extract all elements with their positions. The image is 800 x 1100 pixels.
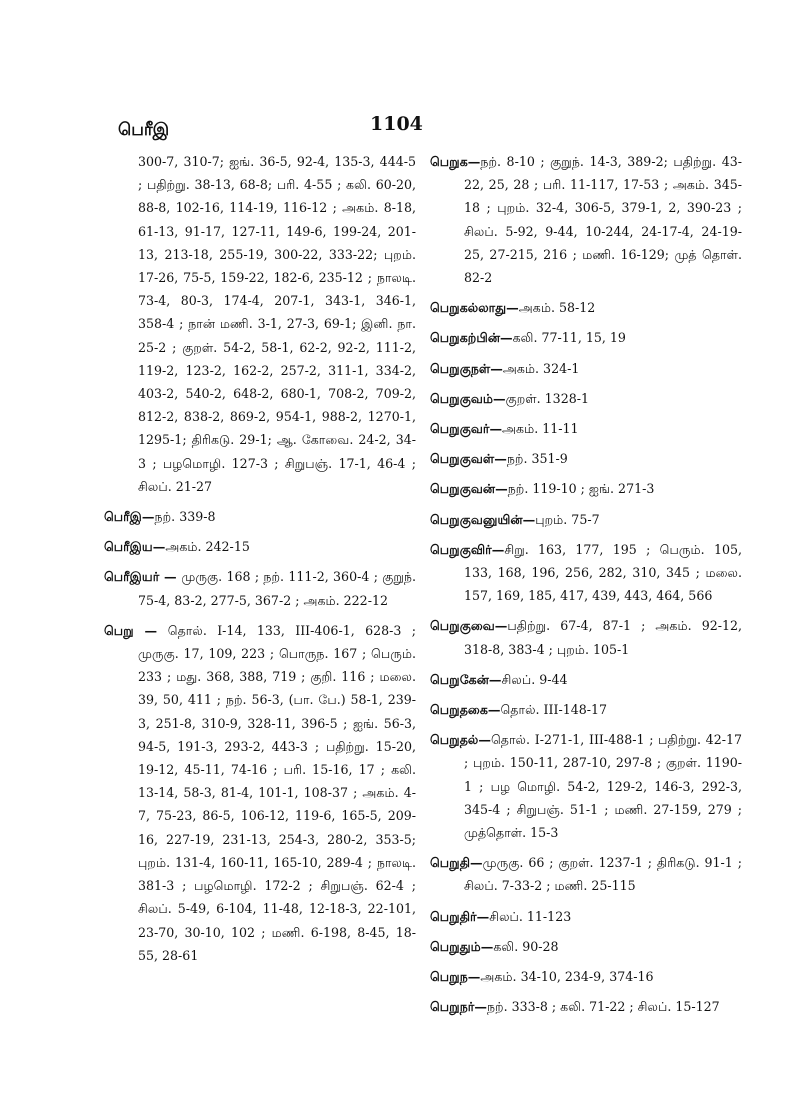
entry-references: நற். 8-10 ; குறுந். 14-3, 389-2; பதிற்று. 43-22, 25, 28 ; பரி. 11-117, 17-53 ; அகம். 345-18 ; புறம். 32-4, 306-5, 379-1, 2, 390-23 ; சிலப். 5-92, 9-44, 10-244, 24-17-4, 24-19-25, 27-215, 216 ; மணி. 16-129; முத் தொள். 82-2	[464, 154, 742, 286]
index-entry	[430, 965, 742, 988]
entry-references: தொல். III-148-17	[500, 702, 608, 718]
index-entry	[430, 614, 742, 660]
entry-references: அகம். 242-15	[165, 539, 250, 555]
entry-headword: பெரீஇயர் —	[104, 569, 182, 585]
index-entry	[430, 905, 742, 928]
entry-references: தொல். I-14, 133, III-406-1, 628-3 ; முருகு. 17, 109, 223 ; பொருந. 167 ; பெரும். 233 ; மது. 368, 388, 719 ; குறி. 116 ; மலை. 39, 50, 411 ; நற். 56-3, (பா. பே.) 58-1, 239-3, 251-8, 310-9, 328-11, 396-5 ; ஐங். 56-3, 94-5, 191-3, 293-2, 443-3 ; பதிற்று. 15-20, 19-12, 45-11, 74-16 ; பரி. 15-16, 17 ; கலி. 13-14, 58-3, 81-4, 101-1, 108-37 ; அகம். 4-7, 75-23, 86-5, 106-12, 119-6, 165-5, 209-16, 227-19, 231-13, 254-3, 280-2, 353-5; புறம். 131-4, 160-11, 165-10, 289-4 ; நாலடி. 381-3 ; பழமொழி. 172-2 ; சிறுபஞ். 62-4 ; சிலப். 5-49, 6-104, 11-48, 12-18-3, 22-101, 23-70, 30-10, 102 ; மணி. 6-198, 8-45, 18-55, 28-61	[138, 622, 416, 963]
entry-references: தொல். I-271-1, III-488-1 ; பதிற்று. 42-17 ; புறம். 150-11, 287-10, 297-8 ; குறள். 1190-1 ; பழ மொழி. 54-2, 129-2, 146-3, 292-3, 345-4 ; சிறுபஞ். 51-1 ; மணி. 27-159, 279 ; முத்தொள். 15-3	[464, 732, 742, 841]
entry-references: அகம். 58-12	[518, 300, 596, 316]
entry-headword: பெறுநர்—	[430, 999, 487, 1015]
entry-references: சிலப். 11-123	[489, 908, 572, 924]
index-entry	[430, 477, 742, 500]
page-number: 1104	[370, 113, 423, 135]
entry-headword: பெறு —	[104, 622, 168, 638]
entry-headword: பெறுகுவனுயின்—	[430, 511, 536, 527]
index-entry	[430, 698, 742, 721]
entry-headword: பெரீஇய—	[104, 539, 166, 555]
entry-headword: பெறுக—	[430, 154, 481, 169]
index-entry	[430, 508, 742, 531]
index-entry	[430, 387, 742, 410]
entry-headword: பெறுகற்பின்—	[430, 330, 513, 346]
entry-headword: பெறுதல்—	[430, 732, 491, 748]
entry-headword: பெறுகுவள்—	[430, 451, 507, 467]
entry-headword: பெறுகுவிர்—	[430, 541, 505, 557]
entry-headword: பெறுதும்—	[430, 938, 494, 954]
entry-references: முருகு. 66 ; குறள். 1237-1 ; திரிகடு. 91-1 ; சிலப். 7-33-2 ; மணி. 25-115	[464, 855, 742, 894]
index-entry	[430, 296, 742, 319]
index-entry	[430, 150, 742, 289]
index-entry	[430, 995, 742, 1018]
index-entry	[430, 326, 742, 349]
index-entry	[430, 851, 742, 897]
entry-headword: பெறுந—	[430, 969, 481, 985]
entry-references: கலி. 90-28	[493, 938, 559, 954]
entry-headword: பெறுகல்லாது—	[430, 300, 519, 316]
index-entry	[430, 668, 742, 691]
index-entry	[430, 447, 742, 470]
entry-references: முருகு. 168 ; நற். 111-2, 360-4 ; குறுந். 75-4, 83-2, 277-5, 367-2 ; அகம். 222-12	[138, 569, 416, 608]
right-column	[430, 150, 742, 1026]
entry-references: அகம். 11-11	[502, 421, 579, 437]
entry-references: நற். 119-10 ; ஐங். 271-3	[507, 481, 655, 497]
entry-headword: பெரீஇ—	[104, 509, 155, 525]
entry-references: அகம். 34-10, 234-9, 374-16	[480, 969, 654, 985]
index-entry	[104, 619, 416, 967]
entry-headword: பெறுகுவர்—	[430, 421, 503, 437]
running-head: பெரீஇ	[118, 120, 170, 140]
index-entry	[104, 535, 416, 558]
entry-references: பதிற்று. 67-4, 87-1 ; அகம். 92-12, 318-8, 383-4 ; புறம். 105-1	[464, 618, 742, 657]
entry-headword: பெறுதிர்—	[430, 908, 490, 924]
entry-references: நற். 351-9	[506, 451, 568, 467]
left-column	[104, 150, 416, 974]
entry-references: சிலப். 9-44	[501, 671, 568, 687]
entry-headword: பெறுதி—	[430, 855, 483, 871]
entry-headword: பெறுகுவன்—	[430, 481, 508, 497]
index-entry	[430, 935, 742, 958]
entry-references: நற். 339-8	[154, 509, 216, 525]
entry-headword: பெறுகுவை—	[430, 618, 508, 634]
index-entry	[430, 417, 742, 440]
index-entry	[430, 357, 742, 380]
entry-references: நற். 333-8 ; கலி. 71-22 ; சிலப். 15-127	[486, 999, 720, 1015]
entry-references: கலி. 77-11, 15, 19	[512, 330, 626, 346]
entry-headword: பெறுகுவம்—	[430, 390, 506, 406]
entry-references: புறம். 75-7	[535, 511, 600, 527]
entry-references: சிறு. 163, 177, 195 ; பெரும். 105, 133, 168, 196, 256, 282, 310, 345 ; மலை. 157, 169, 185, 417, 439, 443, 464, 566	[464, 541, 742, 604]
index-entry	[104, 505, 416, 528]
index-entry	[104, 565, 416, 611]
entry-references: 300-7, 310-7; ஐங். 36-5, 92-4, 135-3, 444-5 ; பதிற்று. 38-13, 68-8; பரி. 4-55 ; கலி. 60-20, 88-8, 102-16, 114-19, 116-12 ; அகம். 8-18, 61-13, 91-17, 127-11, 149-6, 199-24, 201-13, 213-18, 255-19, 300-22, 333-22; புறம். 17-26, 75-5, 159-22, 182-6, 235-12 ; நாலடி. 73-4, 80-3, 174-4, 207-1, 343-1, 346-1, 358-4 ; நான் மணி. 3-1, 27-3, 69-1; இனி. நா. 25-2 ; குறள். 54-2, 58-1, 62-2, 92-2, 111-2, 119-2, 123-2, 162-2, 257-2, 311-1, 334-2, 403-2, 540-2, 648-2, 680-1, 708-2, 709-2, 812-2, 838-2, 869-2, 954-1, 988-2, 1270-1, 1295-1; திரிகடு. 29-1; ஆ. கோவை. 24-2, 34-3 ; பழமொழி. 127-3 ; சிறுபஞ். 17-1, 46-4 ; சிலப். 21-27	[138, 154, 416, 494]
entry-headword: பெறுதகை—	[430, 702, 501, 718]
entry-references: அகம். 324-1	[502, 360, 580, 376]
entry-references: குறள். 1328-1	[505, 390, 589, 406]
index-entry	[430, 728, 742, 844]
entry-headword: பெறுகுநள்—	[430, 360, 503, 376]
index-entry	[104, 150, 416, 498]
index-entry	[430, 538, 742, 608]
entry-headword: பெறுகேன்—	[430, 671, 502, 687]
